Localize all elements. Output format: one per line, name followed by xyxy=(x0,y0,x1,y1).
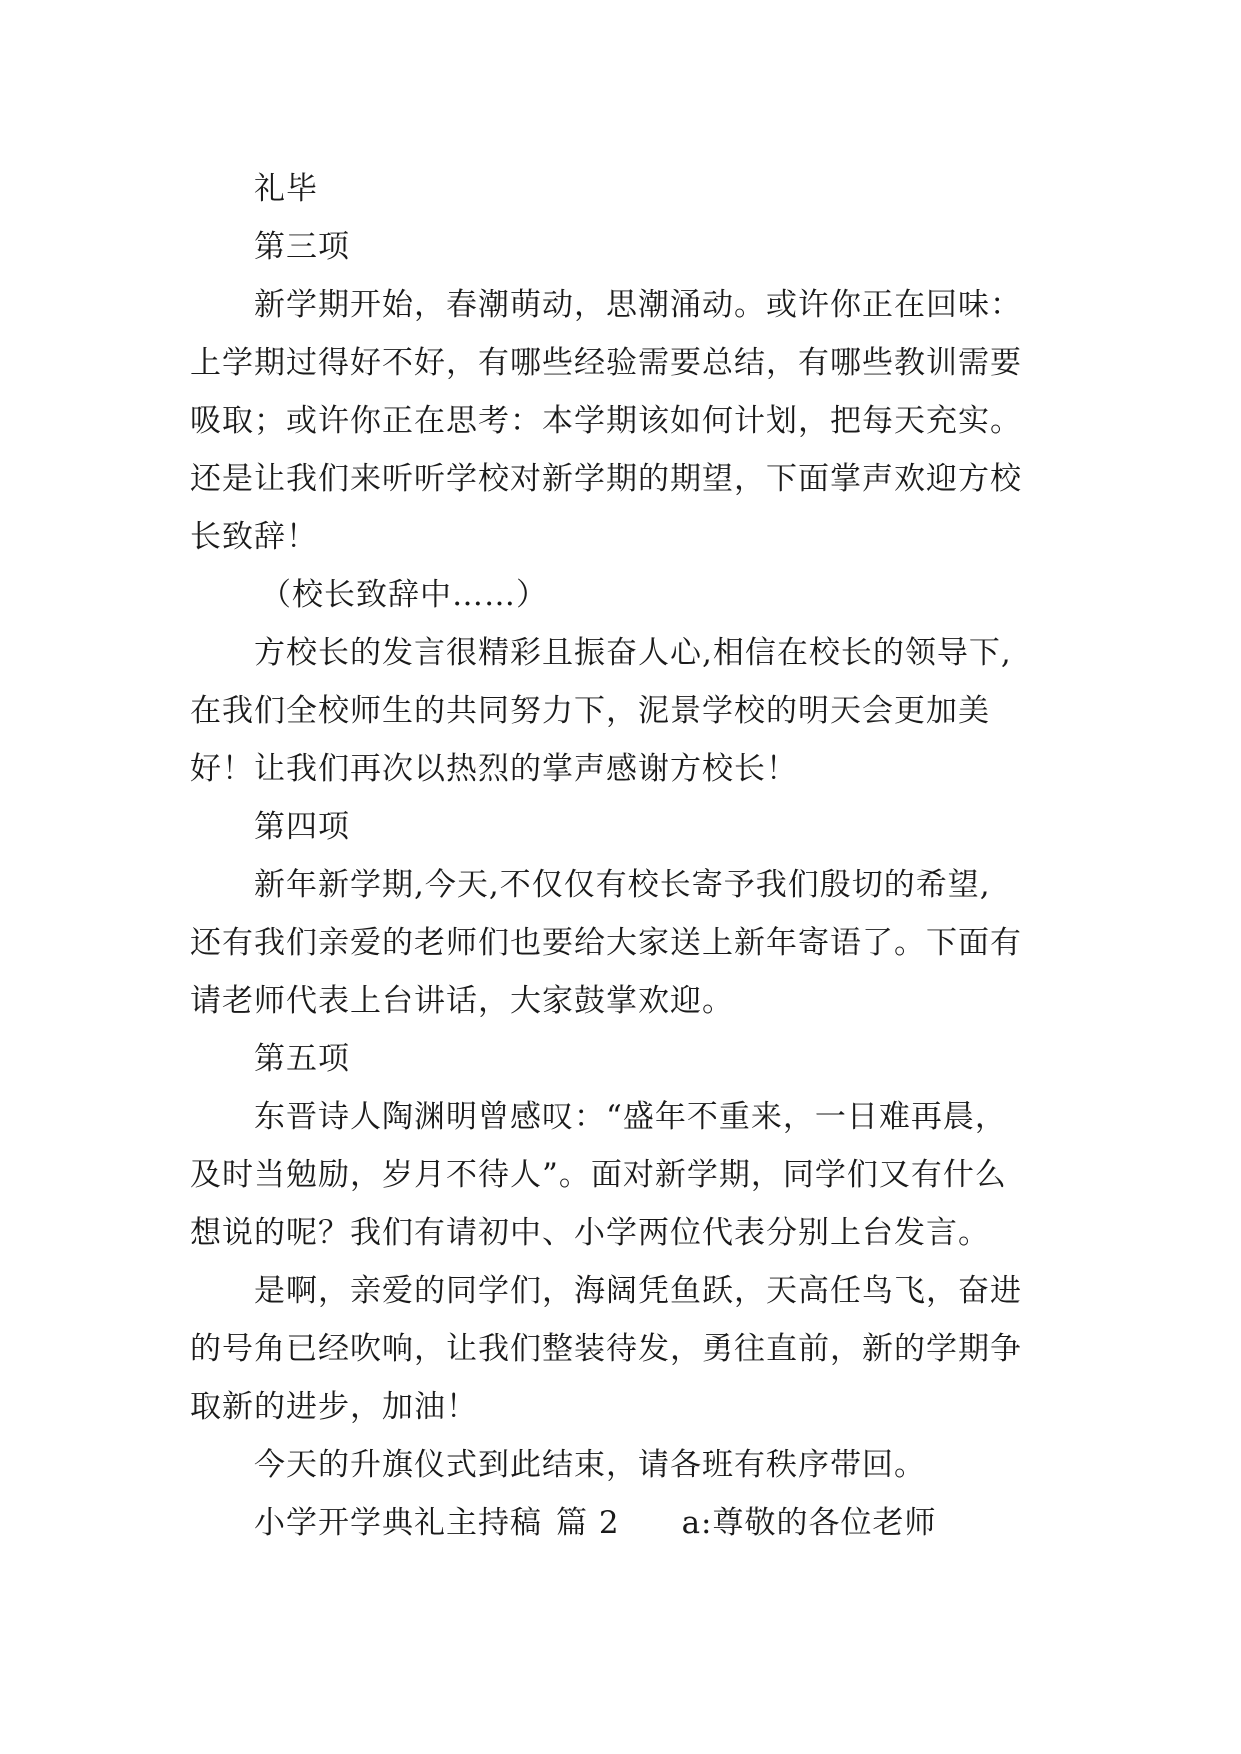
text-line: 是啊，亲爱的同学们，海阔凭鱼跃，天高任鸟飞，奋进 xyxy=(254,1273,1022,1309)
text-line: 上学期过得好不好，有哪些经验需要总结，有哪些教训需要 xyxy=(190,345,1022,381)
text-line: 新学期开始，春潮萌动，思潮涌动。或许你正在回味： xyxy=(254,287,1022,323)
text-line: 取新的进步，加油！ xyxy=(190,1389,478,1425)
section-heading: 第三项 xyxy=(254,229,350,265)
text-line: 及时当勉励，岁月不待人”。面对新学期，同学们又有什么 xyxy=(190,1157,1007,1193)
text-line: 新年新学期,今天,不仅仅有校长寄予我们殷切的希望, xyxy=(254,867,991,903)
section-heading: 第五项 xyxy=(254,1041,350,1077)
text-line: 想说的呢？我们有请初中、小学两位代表分别上台发言。 xyxy=(190,1215,990,1251)
text-line: 东晋诗人陶渊明曾感叹：“盛年不重来，一日难再晨， xyxy=(254,1099,1007,1135)
document-body xyxy=(190,160,1060,1552)
text-line: 长致辞！ xyxy=(190,519,318,555)
article-title-line xyxy=(190,1494,1060,1552)
greeting-text: a:尊敬的各位老师 xyxy=(681,1505,937,1541)
article-title: 小学开学典礼主持稿 xyxy=(254,1505,542,1541)
text-line: 礼毕 xyxy=(254,171,318,207)
text-line: 还是让我们来听听学校对新学期的期望，下面掌声欢迎方校 xyxy=(190,461,1022,497)
text-line: 的号角已经吹响，让我们整装待发，勇往直前，新的学期争 xyxy=(190,1331,1022,1367)
text-line: 还有我们亲爱的老师们也要给大家送上新年寄语了。下面有 xyxy=(190,925,1022,961)
section-heading: 第四项 xyxy=(254,809,350,845)
text-line: 请老师代表上台讲话，大家鼓掌欢迎。 xyxy=(190,983,734,1019)
article-part: 篇 2 xyxy=(556,1505,620,1541)
text-line: 今天的升旗仪式到此结束，请各班有秩序带回。 xyxy=(254,1447,926,1483)
text-line: 方校长的发言很精彩且振奋人心,相信在校长的领导下, xyxy=(254,635,1012,671)
text-line: 吸取；或许你正在思考：本学期该如何计划，把每天充实。 xyxy=(190,403,1022,439)
text-line: 好！让我们再次以热烈的掌声感谢方校长！ xyxy=(190,751,798,787)
text-line: （校长致辞中……） xyxy=(260,577,548,613)
text-line: 在我们全校师生的共同努力下，泥景学校的明天会更加美 xyxy=(190,693,990,729)
